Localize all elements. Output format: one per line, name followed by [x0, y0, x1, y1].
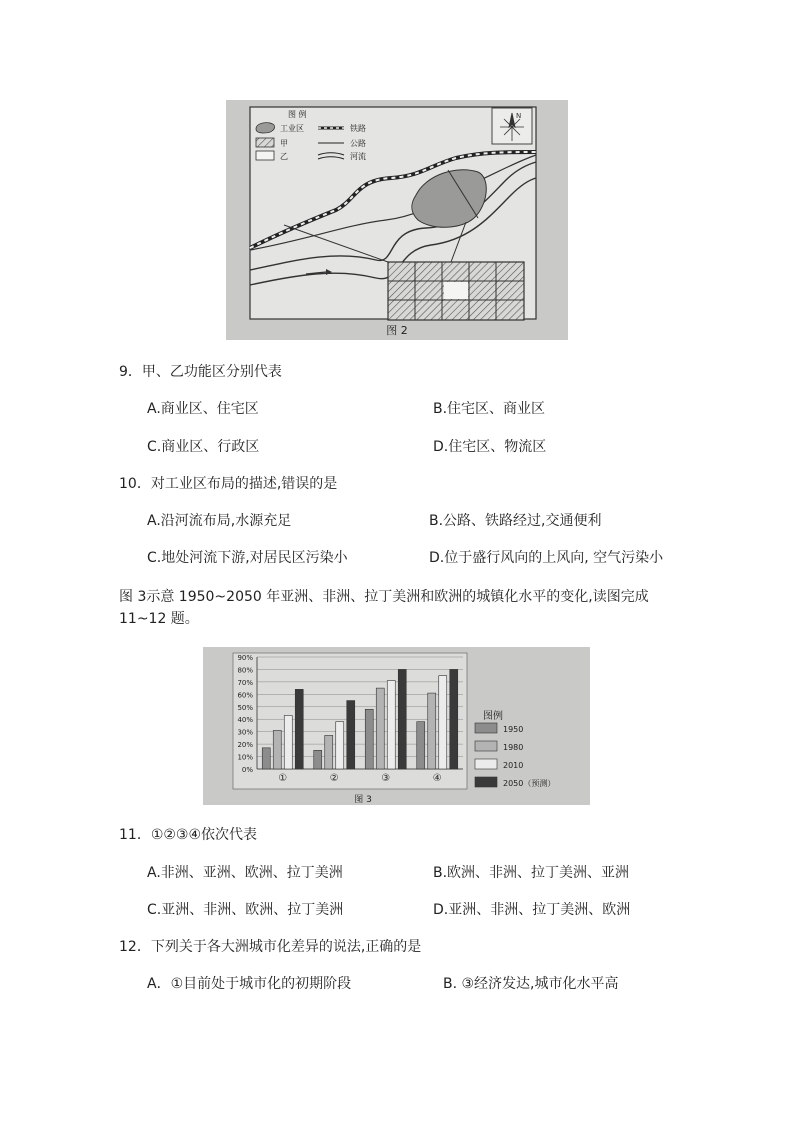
bar-1-0 — [314, 750, 322, 769]
legend-highway-label: 公路 — [350, 139, 366, 148]
bar-3-2 — [439, 676, 447, 769]
bar-1-2 — [336, 722, 344, 769]
bar-chart — [203, 647, 590, 805]
question-10-stem: 10．对工业区布局的描述,错误的是 — [119, 476, 338, 492]
bar-0-3 — [295, 689, 303, 769]
question-10-option-b[interactable]: B.公路、铁路经过,交通便利 — [429, 513, 602, 529]
functional-zone-inset — [388, 262, 524, 320]
y-tick-label: 70% — [237, 678, 253, 687]
y-tick-label: 40% — [237, 716, 253, 725]
legend-railway-label: 铁路 — [350, 124, 366, 133]
legend-label-2: 2010 — [503, 761, 524, 770]
x-category-label: ① — [278, 773, 288, 784]
map-drawing — [226, 100, 568, 340]
bar-1-3 — [347, 701, 355, 769]
y-tick-label: 10% — [237, 753, 253, 762]
figure-2-map — [226, 100, 568, 340]
y-tick-label: 20% — [237, 741, 253, 750]
bar-0-0 — [262, 748, 270, 769]
legend-title: 图例 — [483, 711, 503, 722]
y-tick-label: 90% — [237, 654, 253, 662]
legend-swatch-2 — [475, 759, 497, 769]
question-11-option-b[interactable]: B.欧洲、非洲、拉丁美洲、亚洲 — [433, 865, 630, 881]
bar-1-1 — [325, 735, 333, 769]
figure-3-caption: 图 3 — [354, 795, 372, 805]
y-tick-label: 0% — [241, 766, 253, 774]
question-12-option-a[interactable]: A．①目前处于城市化的初期阶段 — [147, 976, 352, 992]
question-11-option-c[interactable]: C.亚洲、非洲、欧洲、拉丁美洲 — [147, 902, 344, 918]
legend-jia-label: 甲 — [280, 139, 288, 148]
legend-river-label: 河流 — [350, 152, 366, 161]
bar-2-0 — [365, 709, 373, 769]
question-12-stem: 12．下列关于各大洲城市化差异的说法,正确的是 — [119, 939, 422, 955]
question-9-option-a[interactable]: A.商业区、住宅区 — [147, 401, 259, 417]
x-category-label: ② — [329, 773, 339, 784]
legend-title: 图 例 — [288, 110, 307, 119]
question-11-stem: 11．①②③④依次代表 — [119, 827, 258, 843]
y-tick-label: 60% — [237, 691, 253, 700]
figure-3-chart — [203, 647, 590, 805]
question-9-option-d[interactable]: D.住宅区、物流区 — [433, 439, 547, 455]
question-9-stem: 9．甲、乙功能区分别代表 — [119, 364, 282, 380]
question-12-option-b[interactable]: B. ③经济发达,城市化水平高 — [443, 976, 619, 992]
y-tick-label: 80% — [237, 666, 253, 675]
compass-north-label: N — [516, 112, 522, 120]
zone-yi-cell — [444, 282, 468, 299]
y-tick-label: 50% — [237, 703, 253, 712]
question-10-option-a[interactable]: A.沿河流布局,水源充足 — [147, 513, 292, 529]
figure-2-caption: 图 2 — [386, 324, 408, 337]
legend-label-0: 1950 — [503, 725, 524, 734]
question-11-option-a[interactable]: A.非洲、亚洲、欧洲、拉丁美洲 — [147, 865, 343, 881]
figure-3-intro: 图 3示意 1950~2050 年亚洲、非洲、拉丁美洲和欧洲的城镇化水平的变化,读图完成 11~12 题。 — [119, 589, 649, 627]
legend-yi-label: 乙 — [280, 152, 288, 161]
legend-industrial-label: 工业区 — [280, 124, 304, 133]
bar-2-1 — [376, 688, 384, 769]
question-11-option-d[interactable]: D.亚洲、非洲、拉丁美洲、欧洲 — [433, 902, 631, 918]
bar-3-0 — [417, 722, 425, 769]
question-10-option-c[interactable]: C.地处河流下游,对居民区污染小 — [147, 550, 348, 566]
question-9-option-b[interactable]: B.住宅区、商业区 — [433, 401, 546, 417]
bar-2-2 — [387, 681, 395, 769]
question-9-option-c[interactable]: C.商业区、行政区 — [147, 439, 260, 455]
bar-0-2 — [284, 715, 292, 769]
bar-3-3 — [450, 669, 458, 769]
bar-0-1 — [273, 730, 281, 769]
x-category-label: ③ — [381, 773, 391, 784]
y-tick-label: 30% — [237, 728, 253, 737]
question-10-option-d[interactable]: D.位于盛行风向的上风向, 空气污染小 — [429, 550, 664, 566]
bar-3-1 — [428, 693, 436, 769]
legend-label-3: 2050（预测） — [503, 779, 556, 788]
legend-swatch-3 — [475, 777, 497, 787]
x-category-label: ④ — [432, 773, 442, 784]
legend-swatch-1 — [475, 741, 497, 751]
legend-swatch-0 — [475, 723, 497, 733]
legend-label-1: 1980 — [503, 743, 524, 752]
bar-2-3 — [398, 669, 406, 769]
